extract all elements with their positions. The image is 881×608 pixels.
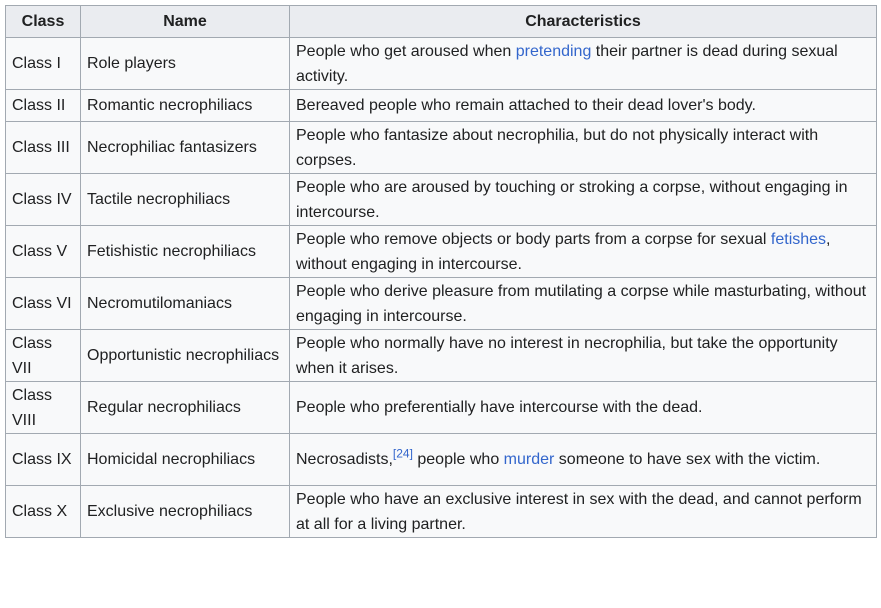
table-row — [6, 330, 877, 382]
characteristics-cell — [290, 278, 877, 330]
desc-text: Bereaved people who remain attached to their dead lover's body. — [296, 97, 756, 114]
table-row — [6, 226, 877, 278]
class-cell: Class X — [6, 486, 81, 538]
characteristics-cell — [290, 330, 877, 382]
reference-link[interactable]: [24] — [392, 446, 413, 461]
characteristics-cell — [290, 122, 877, 174]
characteristics-cell — [290, 382, 877, 434]
table-header-row — [6, 6, 877, 38]
desc-text: People who derive pleasure from mutilating a corpse while masturbating, without engaging in intercourse. — [296, 282, 867, 325]
name-cell: Tactile necrophiliacs — [81, 174, 290, 226]
class-cell: Class VI — [6, 278, 81, 330]
desc-text: People who are aroused by touching or stroking a corpse, without engaging in intercourse. — [296, 178, 848, 221]
reference-superscript — [393, 447, 413, 461]
characteristics-cell — [290, 486, 877, 538]
class-cell: Class II — [6, 90, 81, 122]
characteristics-cell — [290, 174, 877, 226]
desc-text: People who normally have no interest in necrophilia, but take the opportunity when it arises. — [296, 334, 838, 377]
desc-text: someone to have sex with the victim. — [554, 451, 821, 468]
desc-text: People who preferentially have intercourse with the dead. — [296, 399, 703, 416]
table-row — [6, 38, 877, 90]
table-row — [6, 486, 877, 538]
class-cell: Class III — [6, 122, 81, 174]
desc-text: Necrosadists, — [296, 451, 393, 468]
class-cell: Class V — [6, 226, 81, 278]
table-row — [6, 174, 877, 226]
desc-text: their partner is dead during sexual activity. — [296, 42, 838, 85]
class-cell: Class IX — [6, 434, 81, 486]
table-row — [6, 278, 877, 330]
class-cell: Class IV — [6, 174, 81, 226]
name-cell: Role players — [81, 38, 290, 90]
characteristics-cell — [290, 434, 877, 486]
name-cell: Exclusive necrophiliacs — [81, 486, 290, 538]
table-row — [6, 90, 877, 122]
column-header-class: Class — [6, 6, 81, 38]
fetishes-link[interactable]: fetishes — [770, 230, 827, 248]
desc-text: People who have an exclusive interest in sex with the dead, and cannot perform at all for a living partner. — [296, 490, 862, 533]
desc-text: , without engaging in intercourse. — [296, 230, 831, 273]
name-cell: Homicidal necrophiliacs — [81, 434, 290, 486]
name-cell: Romantic necrophiliacs — [81, 90, 290, 122]
desc-text: People who fantasize about necrophilia, but do not physically interact with corpses. — [296, 126, 819, 169]
class-cell: Class I — [6, 38, 81, 90]
name-cell: Regular necrophiliacs — [81, 382, 290, 434]
characteristics-cell — [290, 226, 877, 278]
desc-text: people who — [412, 451, 504, 468]
class-cell: Class VIII — [6, 382, 81, 434]
pretending-link[interactable]: pretending — [515, 42, 592, 60]
table-row — [6, 434, 877, 486]
name-cell: Fetishistic necrophiliacs — [81, 226, 290, 278]
desc-text: People who get aroused when — [296, 42, 516, 60]
murder-link[interactable]: murder — [503, 451, 555, 468]
column-header-characteristics: Characteristics — [290, 6, 877, 38]
class-cell: Class VII — [6, 330, 81, 382]
column-header-name: Name — [81, 6, 290, 38]
desc-text: People who remove objects or body parts from a corpse for sexual — [296, 230, 771, 248]
name-cell: Necrophiliac fantasizers — [81, 122, 290, 174]
characteristics-cell — [290, 90, 877, 122]
table-row — [6, 382, 877, 434]
table-row — [6, 122, 877, 174]
name-cell: Necromutilomaniacs — [81, 278, 290, 330]
necrophilia-classification-table — [5, 5, 877, 538]
characteristics-cell — [290, 38, 877, 90]
name-cell: Opportunistic necrophiliacs — [81, 330, 290, 382]
